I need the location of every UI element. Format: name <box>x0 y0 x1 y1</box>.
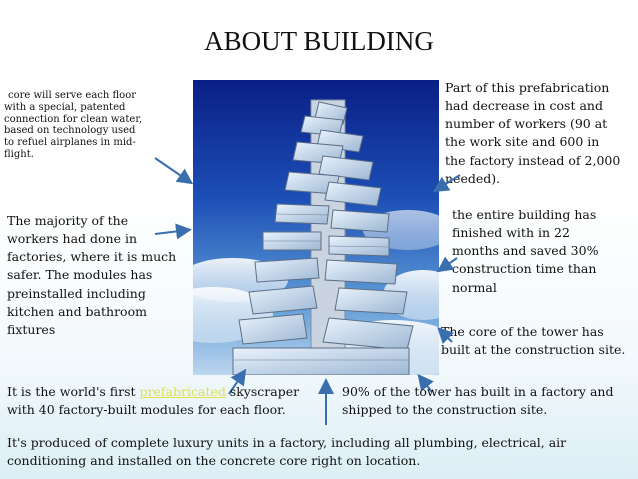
text-line: It's produced of complete luxury units in a factory, including all plumbing, electrical, air <box>7 435 567 450</box>
text-line: with a special, patented <box>4 101 126 113</box>
text-segment: skyscraper <box>225 384 300 399</box>
text-line: Part of this prefabrication <box>445 80 610 95</box>
bottom-right-note <box>342 383 637 419</box>
arrow-icon <box>155 158 190 182</box>
text-line: the work site and 600 in <box>445 134 600 150</box>
text-line: preinstalled including <box>7 285 146 301</box>
text-line: with 40 factory-built modules for each floor. <box>7 402 286 418</box>
text-line: normal <box>452 279 497 295</box>
text-line: construction time than <box>452 261 597 277</box>
footer-note <box>7 434 635 470</box>
text-line: workers had done in <box>7 231 138 247</box>
text-line: needed). <box>445 170 501 186</box>
text-line: connection for clean water, <box>4 113 143 125</box>
text-line: kitchen and bathroom <box>7 303 147 319</box>
text-line: to refuel airplanes in mid- <box>4 137 136 149</box>
text-line: conditioning and installed on the concrete core right on location. <box>7 453 421 469</box>
text-line: the factory instead of 2,000 <box>445 152 621 168</box>
text-line: safer. The modules has <box>7 267 153 283</box>
text-line: months and saved 30% <box>452 243 599 259</box>
prefabricated-link[interactable]: prefabricated <box>139 384 226 399</box>
text-line: based on technology used <box>4 125 136 137</box>
text-line: finished with in 22 <box>452 225 570 241</box>
text-line: The core of the tower has <box>441 324 604 339</box>
text-line: flight. <box>4 148 34 160</box>
arrow-icon <box>436 175 460 190</box>
text-line: built at the construction site. <box>441 342 626 358</box>
text-line: the entire building has <box>452 207 597 222</box>
text-segment: It is the world's first <box>7 384 140 399</box>
text-line <box>7 383 337 401</box>
text-line: The majority of the <box>7 213 129 228</box>
text-line: 90% of the tower has built in a factory and <box>342 384 614 399</box>
text-line: factories, where it is much <box>7 249 177 265</box>
arrow-icon <box>440 258 457 270</box>
text-line: core will serve each floor <box>8 90 136 101</box>
page-title: ABOUT BUILDING <box>204 26 434 56</box>
arrow-icon <box>440 330 452 342</box>
bottom-left-note <box>7 383 337 419</box>
text-line: number of workers (90 at <box>445 116 608 132</box>
text-line: fixtures <box>7 321 56 337</box>
text-line: shipped to the construction site. <box>342 402 548 418</box>
text-line: had decrease in cost and <box>445 98 603 114</box>
arrow-icon <box>155 230 188 234</box>
